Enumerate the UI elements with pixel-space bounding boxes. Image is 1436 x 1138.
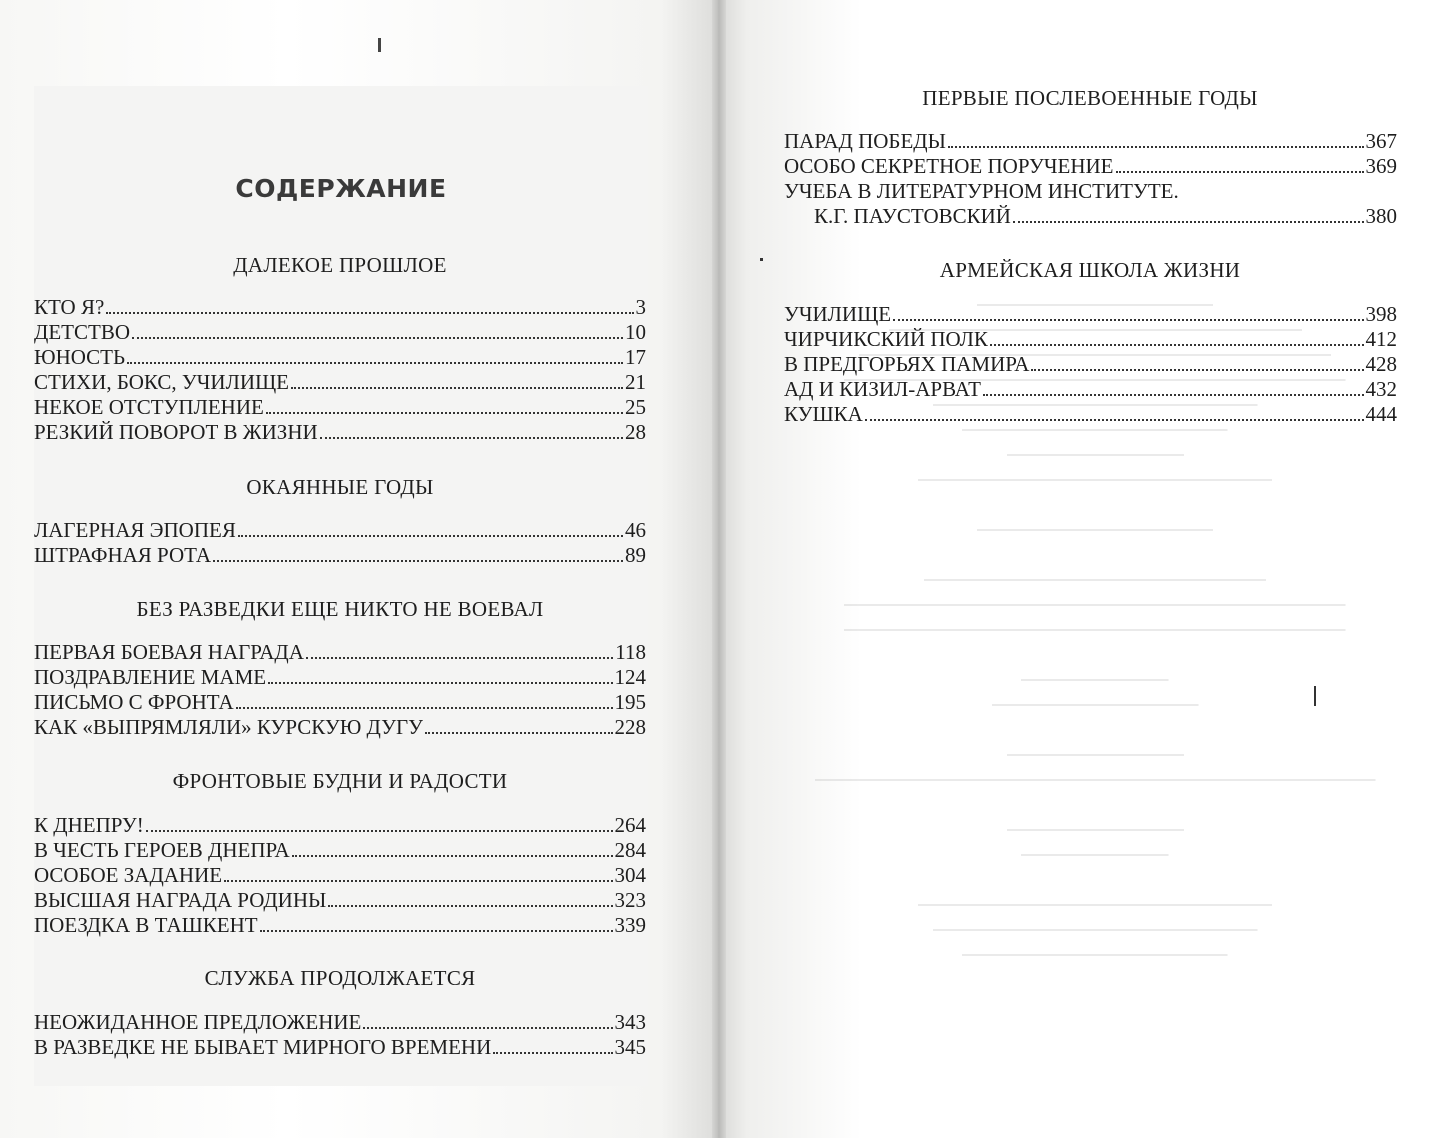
- toc-entry[interactable]: [34, 420, 646, 445]
- dot-leader: [1013, 221, 1364, 223]
- toc-entry[interactable]: [34, 345, 646, 370]
- toc-entry[interactable]: [34, 863, 646, 888]
- entry-title: В РАЗВЕДКЕ НЕ БЫВАЕТ МИРНОГО ВРЕМЕНИ: [34, 1035, 492, 1059]
- entry-title: НЕКОЕ ОТСТУПЛЕНИЕ: [34, 395, 264, 419]
- entry-page: 284: [614, 838, 646, 862]
- dot-leader: [268, 682, 612, 684]
- toc-list: [34, 518, 646, 568]
- toc-entry[interactable]: [784, 327, 1397, 352]
- dot-leader: [306, 657, 613, 659]
- dot-leader: [893, 319, 1363, 321]
- toc-entry[interactable]: [34, 295, 646, 320]
- toc-entry[interactable]: [34, 640, 646, 665]
- toc-entry[interactable]: [34, 395, 646, 420]
- dot-leader: [983, 394, 1364, 396]
- toc-list: [784, 129, 1397, 229]
- entry-page: 345: [614, 1035, 646, 1059]
- book-gutter: [712, 0, 726, 1138]
- toc-entry[interactable]: [34, 320, 646, 345]
- dot-leader: [320, 437, 623, 439]
- entry-title: УЧИЛИЩЕ: [784, 302, 892, 326]
- toc-entry[interactable]: [784, 204, 1397, 229]
- entry-title: РЕЗКИЙ ПОВОРОТ В ЖИЗНИ: [34, 420, 318, 444]
- dot-leader: [213, 560, 623, 562]
- entry-title: К.Г. ПАУСТОВСКИЙ: [814, 204, 1011, 228]
- entry-title: КУШКА: [784, 402, 863, 426]
- entry-title: ПЕРВАЯ БОЕВАЯ НАГРАДА: [34, 640, 304, 664]
- section-heading: ДАЛЕКОЕ ПРОШЛОЕ: [233, 253, 447, 277]
- entry-title: ПИСЬМО С ФРОНТА: [34, 690, 234, 714]
- entry-title: КТО Я?: [34, 295, 105, 319]
- dot-leader: [106, 312, 633, 314]
- entry-page: 195: [614, 690, 646, 714]
- dot-leader: [292, 855, 613, 857]
- entry-title: ПАРАД ПОБЕДЫ: [784, 129, 946, 153]
- entry-page: 264: [614, 813, 646, 837]
- entry-page: 432: [1365, 377, 1397, 401]
- toc-entry[interactable]: [784, 352, 1397, 377]
- section-heading: ПЕРВЫЕ ПОСЛЕВОЕННЫЕ ГОДЫ: [922, 86, 1258, 110]
- dot-leader: [236, 707, 613, 709]
- entry-title: ЛАГЕРНАЯ ЭПОПЕЯ: [34, 518, 236, 542]
- entry-title: К ДНЕПРУ!: [34, 813, 144, 837]
- dot-leader: [266, 412, 623, 414]
- section-heading: ОКАЯННЫЕ ГОДЫ: [246, 475, 434, 499]
- toc-entry[interactable]: [34, 518, 646, 543]
- toc-entry[interactable]: [784, 154, 1397, 179]
- section-heading: БЕЗ РАЗВЕДКИ ЕЩЕ НИКТО НЕ ВОЕВАЛ: [136, 597, 544, 621]
- entry-title: АД И КИЗИЛ-АРВАТ: [784, 377, 981, 401]
- toc-entry[interactable]: [784, 302, 1397, 327]
- toc-list: [34, 295, 646, 445]
- entry-page: 343: [614, 1010, 646, 1034]
- dot-leader: [291, 387, 623, 389]
- entry-page: 28: [625, 420, 646, 444]
- toc-entry[interactable]: [34, 888, 646, 913]
- entry-title: В ЧЕСТЬ ГЕРОЕВ ДНЕПРА: [34, 838, 290, 862]
- dot-leader: [238, 535, 623, 537]
- entry-page: 367: [1365, 129, 1397, 153]
- entry-title: ЮНОСТЬ: [34, 345, 126, 369]
- toc-entry[interactable]: [784, 377, 1397, 402]
- entry-page: 304: [614, 863, 646, 887]
- entry-page: 3: [635, 295, 646, 319]
- entry-title: СТИХИ, БОКС, УЧИЛИЩЕ: [34, 370, 290, 394]
- entry-title: ПОЕЗДКА В ТАШКЕНТ: [34, 913, 258, 937]
- dot-leader: [146, 830, 613, 832]
- entry-page: 124: [614, 665, 646, 689]
- toc-entry[interactable]: [784, 402, 1397, 427]
- dot-leader: [1116, 171, 1364, 173]
- entry-page: 339: [614, 913, 646, 937]
- dot-leader: [328, 905, 612, 907]
- toc-entry[interactable]: [34, 543, 646, 568]
- entry-page: 118: [615, 640, 646, 664]
- toc-entry[interactable]: [34, 665, 646, 690]
- entry-page: 89: [625, 543, 646, 567]
- section-heading: ФРОНТОВЫЕ БУДНИ И РАДОСТИ: [172, 769, 508, 793]
- section-heading: СЛУЖБА ПРОДОЛЖАЕТСЯ: [204, 966, 476, 990]
- dot-leader: [948, 146, 1364, 148]
- dot-leader: [132, 337, 623, 339]
- entry-page: 428: [1365, 352, 1397, 376]
- scan-speck: [1314, 686, 1316, 706]
- entry-title: ЧИРЧИКСКИЙ ПОЛК: [784, 327, 988, 351]
- entry-title: ПОЗДРАВЛЕНИЕ МАМЕ: [34, 665, 267, 689]
- toc-entry[interactable]: [34, 1035, 646, 1060]
- entry-page: 323: [614, 888, 646, 912]
- dot-leader: [1031, 369, 1363, 371]
- scan-speck: [760, 258, 763, 261]
- entry-title: ОСОБО СЕКРЕТНОЕ ПОРУЧЕНИЕ: [784, 154, 1114, 178]
- toc-list: [784, 302, 1397, 427]
- page-mark: [378, 38, 381, 52]
- entry-page: 369: [1365, 154, 1397, 178]
- entry-page: 412: [1365, 327, 1397, 351]
- dot-leader: [363, 1027, 612, 1029]
- toc-entry[interactable]: [34, 913, 646, 938]
- entry-title: ШТРАФНАЯ РОТА: [34, 543, 212, 567]
- entry-title: ВЫСШАЯ НАГРАДА РОДИНЫ: [34, 888, 327, 912]
- toc-entry[interactable]: [784, 129, 1397, 154]
- contents-title: СОДЕРЖАНИЕ: [235, 174, 447, 203]
- entry-page: 46: [625, 518, 646, 542]
- dot-leader: [260, 930, 613, 932]
- toc-list: [34, 640, 646, 740]
- toc-entry[interactable]: [34, 813, 646, 838]
- entry-page: 444: [1365, 402, 1397, 426]
- entry-title: ДЕТСТВО: [34, 320, 130, 344]
- entry-page: 398: [1365, 302, 1397, 326]
- entry-title: КАК «ВЫПРЯМЛЯЛИ» КУРСКУЮ ДУГУ: [34, 715, 424, 739]
- toc-list: [34, 813, 646, 938]
- section-heading: АРМЕЙСКАЯ ШКОЛА ЖИЗНИ: [939, 258, 1241, 282]
- dot-leader: [493, 1052, 612, 1054]
- dot-leader: [127, 362, 623, 364]
- entry-page: 25: [625, 395, 646, 419]
- entry-title: УЧЕБА В ЛИТЕРАТУРНОМ ИНСТИТУТЕ.: [784, 179, 1179, 203]
- dot-leader: [990, 344, 1364, 346]
- entry-page: 228: [614, 715, 646, 739]
- toc-entry[interactable]: [784, 179, 1397, 204]
- dot-leader: [224, 880, 612, 882]
- entry-title: ОСОБОЕ ЗАДАНИЕ: [34, 863, 223, 887]
- toc-entry[interactable]: [34, 370, 646, 395]
- toc-entry[interactable]: [34, 715, 646, 740]
- toc-entry[interactable]: [34, 1010, 646, 1035]
- entry-page: 380: [1365, 204, 1397, 228]
- dot-leader: [865, 419, 1364, 421]
- toc-list: [34, 1010, 646, 1060]
- toc-entry[interactable]: [34, 838, 646, 863]
- entry-page: 21: [625, 370, 646, 394]
- dot-leader: [425, 732, 612, 734]
- toc-entry[interactable]: [34, 690, 646, 715]
- entry-title: В ПРЕДГОРЬЯХ ПАМИРА: [784, 352, 1030, 376]
- entry-page: 10: [625, 320, 646, 344]
- entry-title: НЕОЖИДАННОЕ ПРЕДЛОЖЕНИЕ: [34, 1010, 362, 1034]
- entry-page: 17: [625, 345, 646, 369]
